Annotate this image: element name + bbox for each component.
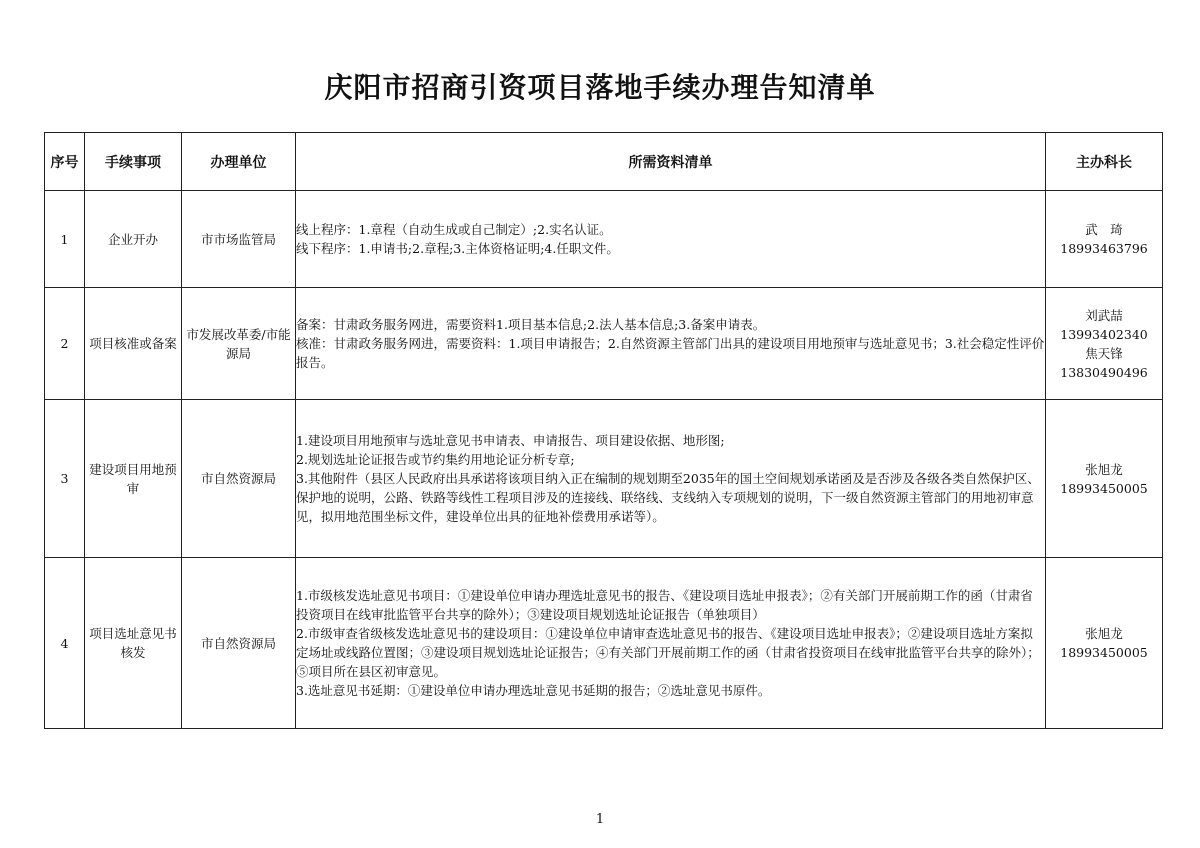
table-row: [45, 191, 1163, 288]
header-index: 序号: [45, 133, 85, 191]
row-index: 3: [45, 400, 85, 558]
row-materials: [296, 191, 1046, 288]
row-index: 1: [45, 191, 85, 288]
officer-name: 焦天锋: [1085, 345, 1123, 361]
materials-line: 3.其他附件（县区人民政府出具承诺将该项目纳入正在编制的规划期至2035年的国土空间规划承诺函及是否涉及各级各类自然保护区、保护地的说明，公路、铁路等线性工程项目涉及的连接线、联络线、支线纳入专项规划的说明，下一级自然资源主管部门的用地初审意见，拟用地范围坐标文件，建设单位出具的征地补偿费用承诺等）。: [296, 471, 1040, 524]
row-officer: [1046, 288, 1163, 400]
officer-phone: 13993402340: [1060, 326, 1148, 342]
officer-phone: 18993463796: [1060, 241, 1148, 256]
row-procedure: 项目选址意见书核发: [85, 558, 182, 729]
header-materials: 所需资料清单: [296, 133, 1046, 191]
row-index: 4: [45, 558, 85, 729]
officer-name: 刘武喆: [1085, 307, 1123, 323]
page-number: 1: [595, 812, 605, 827]
officer-name: 张旭龙: [1085, 626, 1123, 641]
row-unit: 市发展改革委/市能源局: [182, 288, 296, 400]
row-index: 2: [45, 288, 85, 400]
row-procedure: 企业开办: [85, 191, 182, 288]
row-unit: 市自然资源局: [182, 400, 296, 558]
officer-phone: 18993450005: [1060, 480, 1148, 496]
row-officer: [1046, 558, 1163, 729]
table-header-row: [45, 133, 1163, 191]
materials-line: 核准：甘肃政务服务网进，需要资料：1.项目申请报告；2.自然资源主管部门出具的建设项目用地预审与选址意见书；3.社会稳定性评价报告。: [296, 336, 1045, 370]
officer-phone: 13830490496: [1060, 364, 1148, 380]
officer-phone: 18993450005: [1060, 645, 1148, 660]
table-row: [45, 400, 1163, 558]
table-row: [45, 558, 1163, 729]
row-procedure: 项目核准或备案: [85, 288, 182, 400]
page-title: 庆阳市招商引资项目落地手续办理告知清单: [324, 71, 876, 104]
officer-name: 武 琦: [1085, 222, 1123, 237]
row-officer: [1046, 191, 1163, 288]
materials-line: 1.市级核发选址意见书项目：①建设单位申请办理选址意见书的报告、《建设项目选址申报表》；②有关部门开展前期工作的函（甘肃省投资项目在线审批监管平台共享的除外）；③建设项目规划选址论证报告（单独项目）: [296, 588, 1033, 622]
row-unit: 市自然资源局: [182, 558, 296, 729]
officer-name: 张旭龙: [1085, 461, 1123, 477]
header-procedure: 手续事项: [85, 133, 182, 191]
table-row: [45, 288, 1163, 400]
materials-line: 3.选址意见书延期：①建设单位申请办理选址意见书延期的报告；②选址意见书原件。: [296, 683, 771, 698]
materials-line: 1.建设项目用地预审与选址意见书申请表、申请报告、项目建设依据、地形图;: [296, 433, 725, 448]
materials-line: 线下程序：1.申请书;2.章程;3.主体资格证明;4.任职文件。: [296, 241, 619, 256]
materials-line: 线上程序：1.章程（自动生成或自己制定）;2.实名认证。: [296, 222, 612, 237]
header-unit: 办理单位: [182, 133, 296, 191]
materials-line: 备案：甘肃政务服务网进，需要资料1.项目基本信息;2.法人基本信息;3.备案申请表。: [296, 317, 766, 332]
procedure-checklist-table: [44, 132, 1163, 729]
row-unit: 市市场监管局: [182, 191, 296, 288]
row-officer: [1046, 400, 1163, 558]
row-procedure: 建设项目用地预审: [85, 400, 182, 558]
row-materials: [296, 400, 1046, 558]
row-materials: [296, 288, 1046, 400]
materials-line: 2.市级审查省级核发选址意见书的建设项目：①建设单位申请审查选址意见书的报告、《建设项目选址申报表》；②建设项目选址方案拟定场址或线路位置图；③建设项目规划选址论证报告；④有关部门开展前期工作的函（甘肃省投资项目在线审批监管平台共享的除外）；⑤项目所在县区初审意见。: [296, 626, 1040, 679]
header-officer: 主办科长: [1046, 133, 1163, 191]
materials-line: 2.规划选址论证报告或节约集约用地论证分析专章;: [296, 452, 575, 467]
row-materials: [296, 558, 1046, 729]
